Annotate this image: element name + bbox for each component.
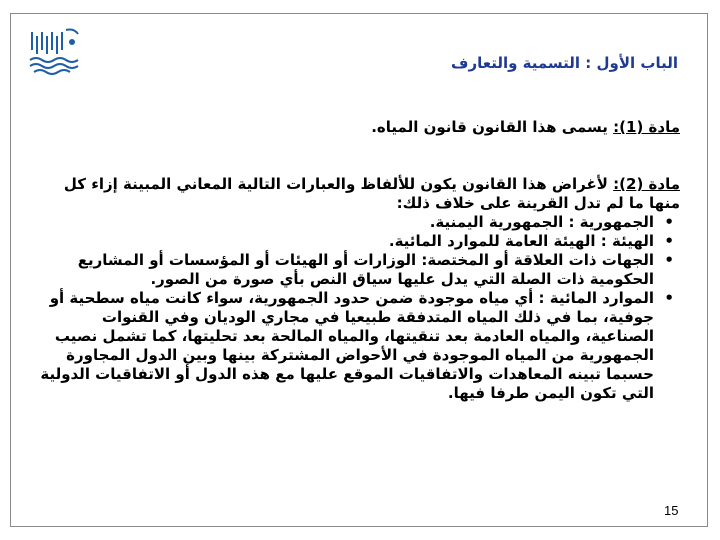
article-2-label: مادة (2): [613,175,680,193]
definition-item: • الموارد المائية : أي مياه موجودة ضمن حدود الجمهورية، سواء كانت مياه سطحية أو جوفية، بما في ذلك المياه المتدفقة طبيعيا في مجاري الوديان وفي القنوات الصناعية، والمياه العادمة بعد تنقيتها، والمياه المالحة بعد تحليتها، كما تشمل نصيب الجمهورية من المياه الموجودة في الأحواض المشتركة بينها وبين الدول المجاورة حسبما تبينه المعاهدات والاتفاقيات الموقع عليها مع هذه الدول أو الاتفاقيات الدولية التي تكون اليمن طرفا فيها. [30,289,654,403]
chapter-title: الباب الأول : التسمية والتعارف [451,54,678,72]
page-number: 15 [664,503,679,518]
article-1 [40,118,680,136]
article-2-intro [30,175,680,213]
water-authority-logo-icon [26,24,84,86]
article-2-text: لأغراض هذا القانون يكون للألفاظ والعبارات التالية المعاني المبينة إزاء كل منها ما لم تدل القرينة على خلاف ذلك: [63,175,680,212]
definition-item: • الهيئة : الهيئة العامة للموارد المائية. [30,232,654,251]
article-1-label: مادة (1): [613,118,680,136]
article-2 [30,175,680,403]
definitions-list [30,213,680,403]
article-1-text: يسمى هذا القانون قانون المياه. [371,118,614,136]
definition-item: • الجهات ذات العلاقة أو المختصة: الوزارات أو الهيئات أو المؤسسات أو المشاريع الحكومية ذات الصلة التي يدل عليها سياق النص بأي صورة من الصور. [30,251,654,289]
definition-item: • الجمهورية : الجمهورية اليمنية. [30,213,654,232]
